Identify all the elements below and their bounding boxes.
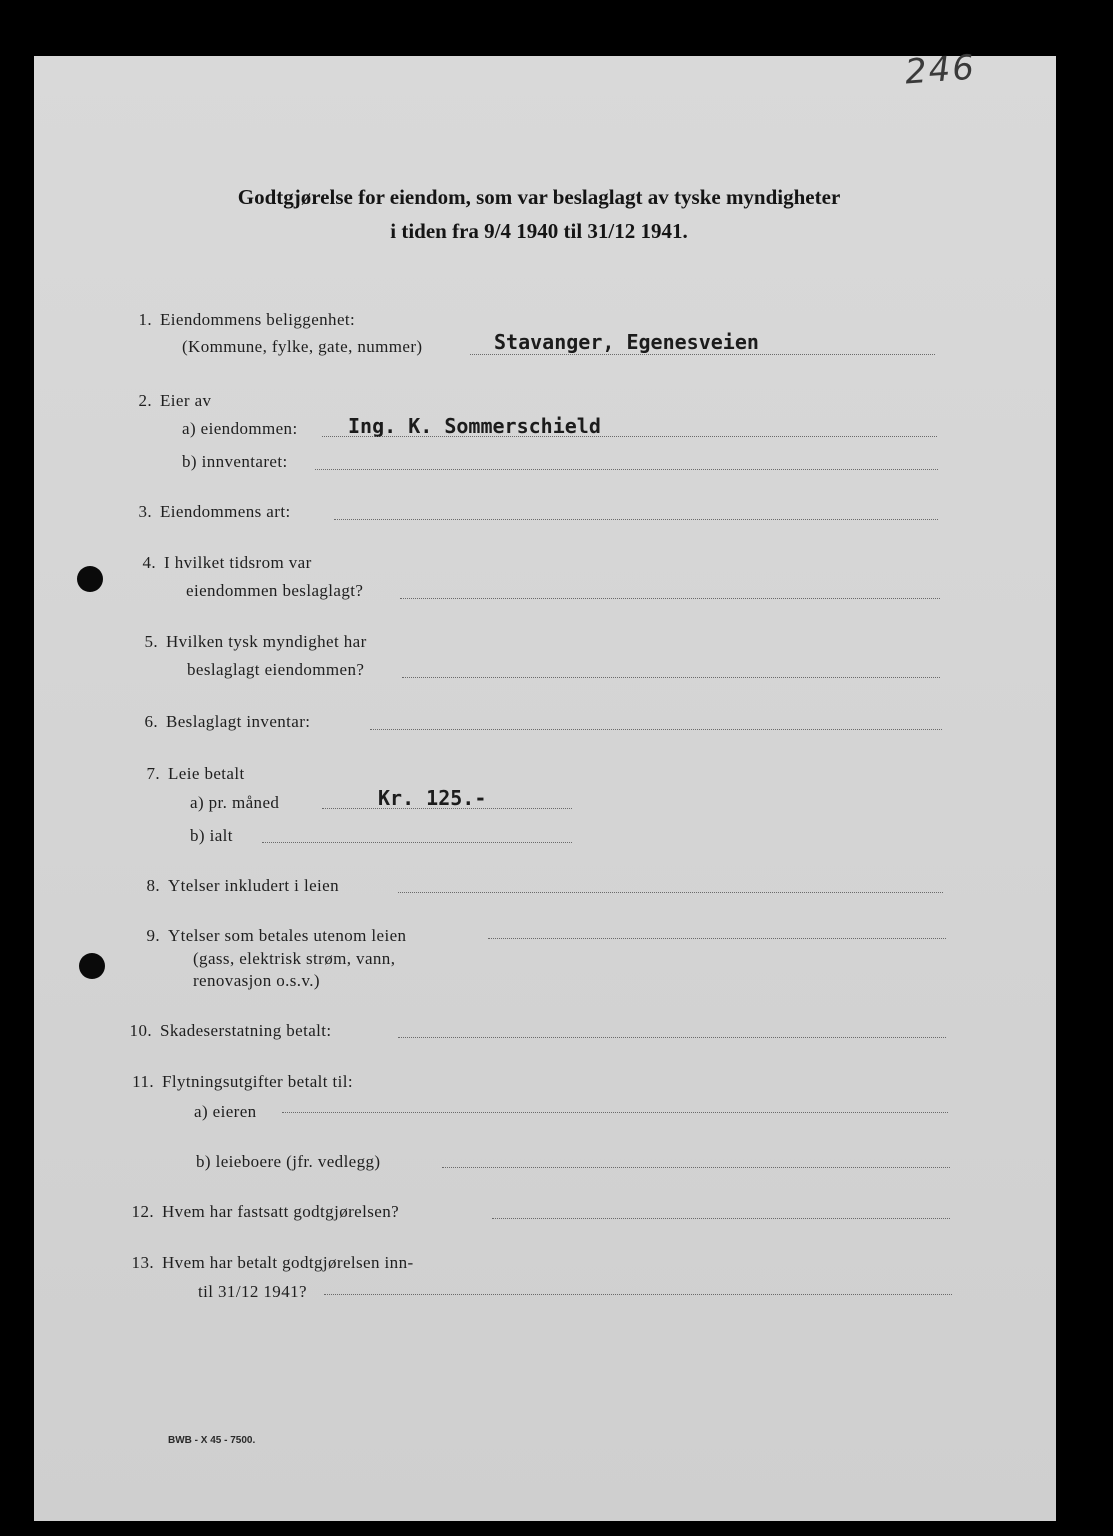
item-7-line-1 [130,764,245,784]
item-9-answer-line[interactable] [488,938,946,939]
item-2b-answer-line[interactable] [315,469,938,470]
item-2a-answer-line [322,436,937,437]
item-1-answer-line [470,354,935,355]
item-7a-answer-line [322,808,572,809]
item-11a-answer-line[interactable] [282,1112,948,1113]
item-5-line-2: beslaglagt eiendommen? [187,660,365,679]
item-13-label: Hvem har betalt godtgjørelsen inn- [162,1253,414,1272]
item-5-number: 5. [144,632,158,651]
form-title-line-1: Godtgjørelse for eiendom, som var beslaglagt av tyske myndigheter [237,185,841,209]
item-1-line-1 [122,310,355,330]
item-11-number: 11. [132,1072,154,1091]
item-10-number: 10. [129,1021,152,1040]
item-8-label: Ytelser inkludert i leien [168,876,339,895]
item-4-line-2: eiendommen beslaglagt? [186,581,364,600]
item-7a-label: a) pr. måned [190,793,280,812]
item-8-answer-line[interactable] [398,892,943,893]
item-2a-answer[interactable]: Ing. K. Sommerschield [348,414,601,438]
item-7-label: Leie betalt [168,764,245,783]
item-5-answer-line[interactable] [402,677,940,678]
item-13-line-1 [124,1253,414,1273]
item-7b-label: b) ialt [190,826,233,845]
item-9-number: 9. [146,926,160,945]
item-12-label: Hvem har fastsatt godtgjørelsen? [162,1202,400,1221]
item-10-label: Skadeserstatning betalt: [160,1021,332,1040]
item-2a-label: a) eiendommen: [182,419,298,438]
item-5-line-1 [128,632,367,652]
item-10-line-1 [122,1021,332,1041]
document-page [34,56,1056,1521]
item-8-number: 8. [146,876,160,895]
item-13-answer-line[interactable] [324,1294,952,1295]
item-2-number: 2. [138,391,152,410]
item-5-label: Hvilken tysk myndighet har [166,632,367,651]
item-13-line-2: til 31/12 1941? [198,1282,307,1301]
item-2-label: Eier av [160,391,212,410]
item-6-line-1 [128,712,310,732]
page-number-stamp: 246 [903,47,978,93]
item-9-line-2: (gass, elektrisk strøm, vann, [193,949,396,968]
item-7a-answer[interactable]: Kr. 125.- [378,786,487,810]
item-3-answer-line[interactable] [334,519,938,520]
item-13-number: 13. [131,1253,154,1272]
item-9-line-3: renovasjon o.s.v.) [193,971,320,990]
item-11a-label: a) eieren [194,1102,257,1121]
item-4-answer-line[interactable] [400,598,940,599]
item-3-label: Eiendommens art: [160,502,291,521]
form-footer-code: BWB - X 45 - 7500. [168,1435,256,1446]
item-8-line-1 [130,876,339,896]
item-2-line-1 [122,391,211,411]
item-10-answer-line[interactable] [398,1037,946,1038]
item-12-number: 12. [131,1202,154,1221]
item-6-label: Beslaglagt inventar: [166,712,311,731]
item-4-number: 4. [142,553,156,572]
punch-hole-top [77,566,103,592]
form-title [34,180,1044,248]
item-7b-answer-line[interactable] [262,842,572,843]
item-1-answer[interactable]: Stavanger, Egenesveien [494,330,759,354]
item-2b-label: b) innventaret: [182,452,288,471]
item-11-line-1 [124,1072,353,1092]
item-11b-answer-line[interactable] [442,1167,950,1168]
item-9-line-1 [130,926,406,946]
item-3-line-1 [122,502,291,522]
item-12-answer-line[interactable] [492,1218,950,1219]
item-1-line-2: (Kommune, fylke, gate, nummer) [182,337,423,356]
item-7-number: 7. [146,764,160,783]
item-4-label: I hvilket tidsrom var [164,553,312,572]
item-12-line-1 [124,1202,399,1222]
item-11b-label: b) leieboere (jfr. vedlegg) [196,1152,381,1171]
form-title-line-2: i tiden fra 9/4 1940 til 31/12 1941. [390,219,688,243]
item-1-label: Eiendommens beliggenhet: [160,310,356,329]
item-9-label: Ytelser som betales utenom leien [168,926,407,945]
item-6-answer-line[interactable] [370,729,942,730]
item-4-line-1 [126,553,312,573]
item-3-number: 3. [138,502,152,521]
punch-hole-bottom [79,953,105,979]
item-6-number: 6. [144,712,158,731]
item-11-label: Flytningsutgifter betalt til: [162,1072,354,1091]
item-1-number: 1. [138,310,152,329]
